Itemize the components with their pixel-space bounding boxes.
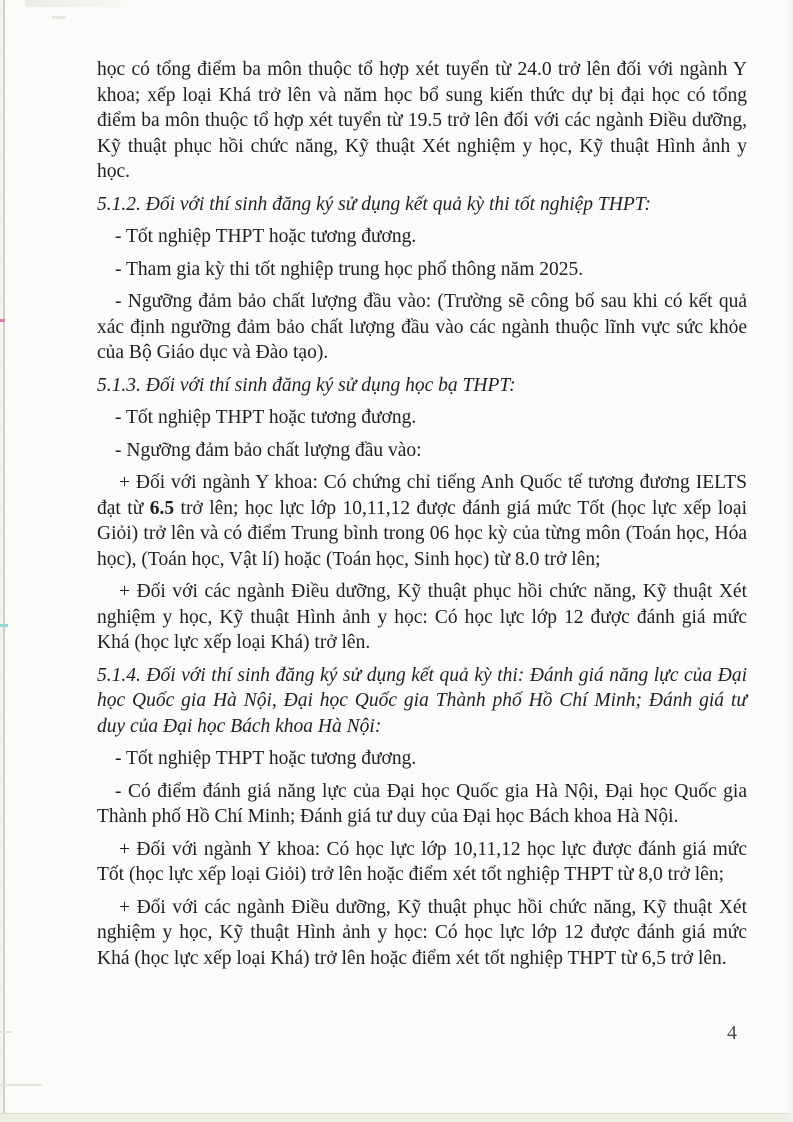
- page-content: [97, 57, 747, 971]
- item-nganh-y-khoa: + Đối với ngành Y khoa: Có học lực lớp 10,11,12 học lực được đánh giá mức Tốt (học lực xếp loại Giỏi) trở lên hoặc điểm xét tốt nghiệp THPT từ 8,0 trở lên;: [97, 838, 747, 885]
- bullet-nguong-dam-bao: - Ngưỡng đảm bảo chất lượng đầu vào: (Trường sẽ công bố sau khi có kết quả xác định ngưỡng đảm bảo chất lượng đầu vào các ngành thuộc lĩnh vực sức khỏe của Bộ Giáo dục và Đào tạo).: [97, 291, 747, 363]
- scan-mark-cyan: [0, 624, 8, 627]
- item-cac-nganh-khac: + Đối với các ngành Điều dưỡng, Kỹ thuật phục hồi chức năng, Kỹ thuật Xét nghiệm y học, Kỹ thuật Hình ảnh y học: Có học lực lớp 12 được đánh giá mức Khá (học lực xếp loại Khá) trở lên hoặc điểm xét tốt nghiệp THPT từ 6,5 trở lên.: [97, 896, 747, 969]
- bullet-co-diem-danh-gia: - Có điểm đánh giá năng lực của Đại học Quốc gia Hà Nội, Đại học Quốc gia Thành phố Hồ Chí Minh; Đánh giá tư duy của Đại học Bách khoa Hà Nội.: [97, 780, 747, 827]
- bullet-tot-nghiep: - Tốt nghiệp THPT hoặc tương đương.: [115, 226, 417, 247]
- page-bottom-edge: [0, 1113, 793, 1122]
- item-text: + Đối với ngành Y khoa: Có chứng chỉ tiếng Anh Quốc tế tương đương IELTS đạt từ: [97, 472, 747, 519]
- scan-line-artifact: [0, 1084, 42, 1086]
- bullet-tham-gia-ky-thi: - Tham gia kỳ thi tốt nghiệp trung học phổ thông năm 2025.: [115, 258, 584, 280]
- item-text: trở lên; học lực lớp 10,11,12 được đánh giá mức Tốt (học lực xếp loại Giỏi) trở lên và có điểm Trung bình trong 06 học kỳ của từng môn (Toán học, Hóa học), (Toán học, Vật lí) hoặc (Toán học, Sinh học) từ 8.0 trở lên;: [97, 497, 747, 570]
- ielts-score-bold: 6.5: [149, 497, 175, 519]
- bullet-tot-nghiep: - Tốt nghiệp THPT hoặc tương đương.: [115, 407, 417, 428]
- bullet-tot-nghiep: - Tốt nghiệp THPT hoặc tương đương.: [115, 748, 417, 769]
- heading-5-1-4: 5.1.4. Đối với thí sinh đăng ký sử dụng kết quả kỳ thi: Đánh giá năng lực của Đại học Quốc gia Hà Nội, Đại học Quốc gia Thành phố Hồ Chí Minh; Đánh giá tư duy của Đại học Bách khoa Hà Nội:: [97, 664, 747, 737]
- heading-5-1-2: 5.1.2. Đối với thí sinh đăng ký sử dụng kết quả kỳ thi tốt nghiệp THPT:: [97, 193, 651, 215]
- bullet-nguong-dam-bao: - Ngưỡng đảm bảo chất lượng đầu vào:: [115, 439, 422, 461]
- item-nganh-y-khoa: [97, 470, 747, 572]
- item-cac-nganh-khac: + Đối với các ngành Điều dưỡng, Kỹ thuật phục hồi chức năng, Kỹ thuật Xét nghiệm y học, Kỹ thuật Hình ảnh y học: Có học lực lớp 12 được đánh giá mức Khá (học lực xếp loại Khá) trở lên.: [97, 581, 747, 653]
- heading-5-1-3: 5.1.3. Đối với thí sinh đăng ký sử dụng học bạ THPT:: [97, 374, 516, 396]
- scan-speck: [52, 16, 66, 19]
- page-number: 4: [727, 1022, 737, 1044]
- page-right-edge: [786, 0, 793, 1122]
- scan-mark-pink: [0, 319, 5, 322]
- paragraph-continuation: học có tổng điểm ba môn thuộc tổ hợp xét tuyển từ 24.0 trở lên đối với ngành Y khoa; xếp loại Khá trở lên và năm học bổ sung kiến thức dự bị đại học có tổng điểm ba môn thuộc tổ hợp xét tuyển từ 19.5 trở lên đối với các ngành Điều dưỡng, Kỹ thuật phục hồi chức năng, Kỹ thuật Xét nghiệm y học, Kỹ thuật Hình ảnh y học.: [97, 59, 747, 182]
- scan-line-artifact: [0, 1031, 12, 1033]
- scan-smudge: [25, 0, 133, 7]
- page-left-edge-line: [3, 0, 5, 1122]
